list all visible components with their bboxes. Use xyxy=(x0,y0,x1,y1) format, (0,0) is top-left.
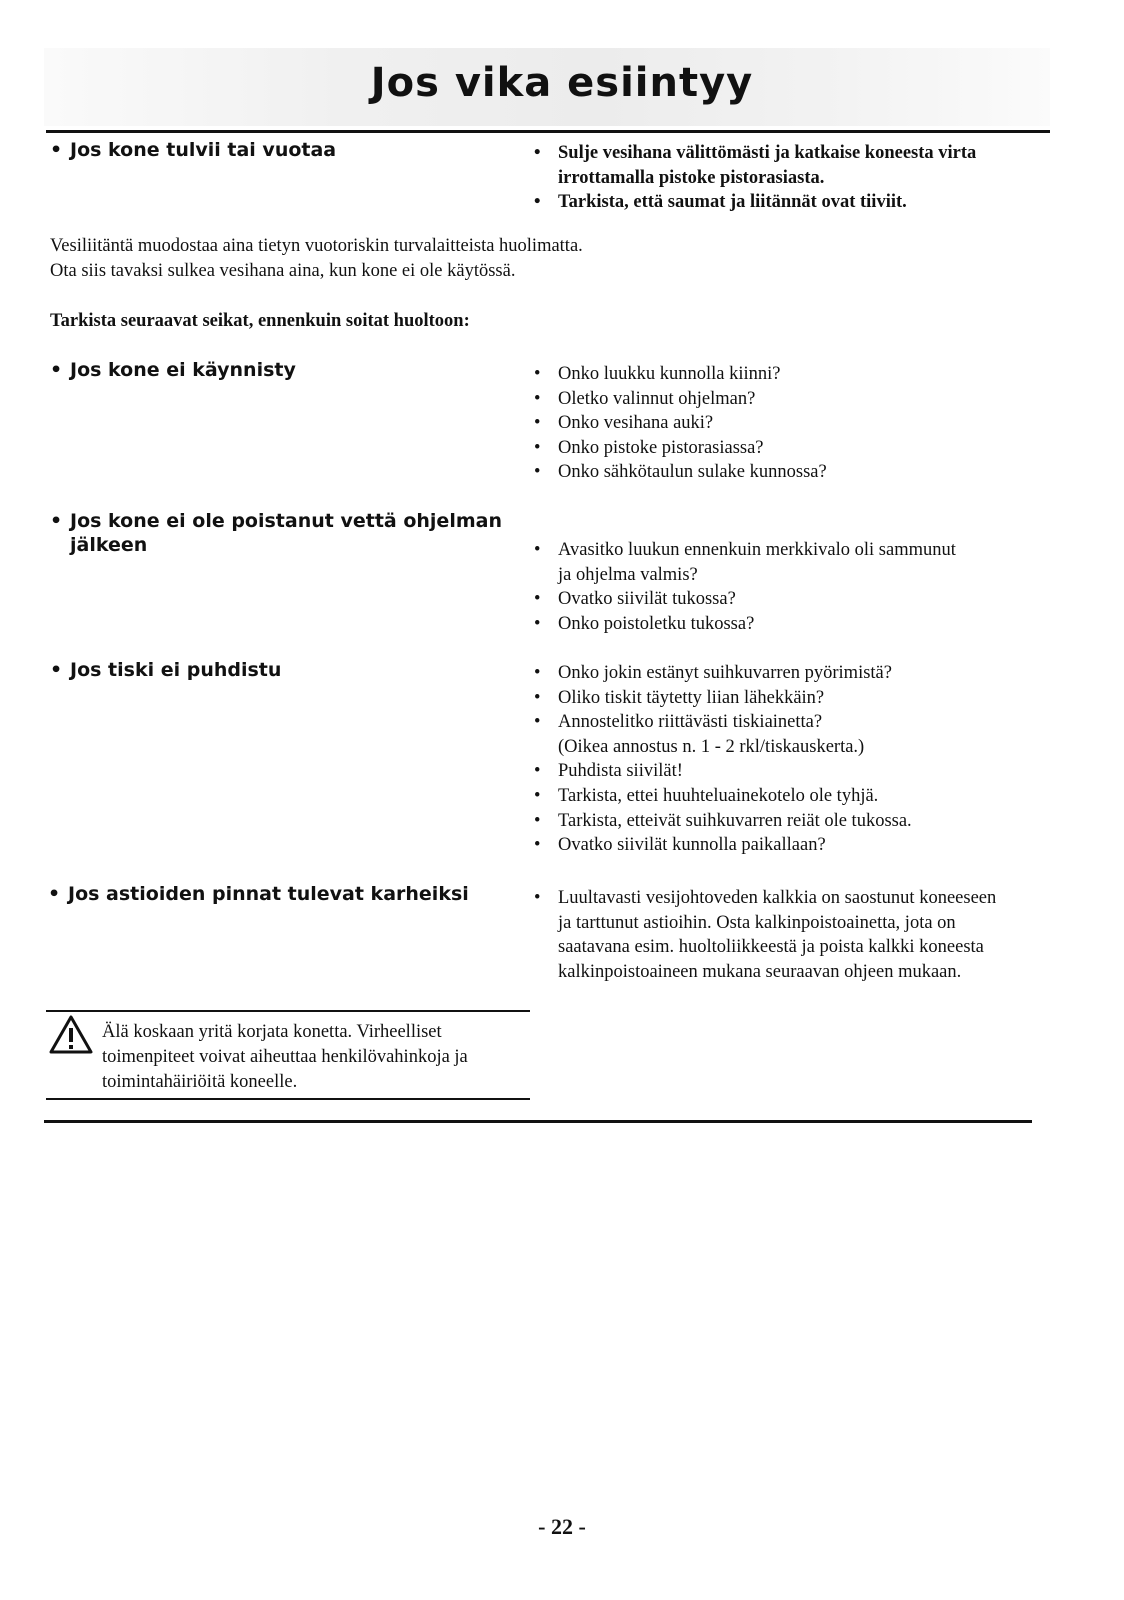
list-item: • Annostelitko riittävästi tiskiainetta? xyxy=(534,712,823,733)
list-item: • Onko jokin estänyt suihkuvarren pyörimistä? xyxy=(534,663,892,683)
info-line: Vesiliitäntä muodostaa aina tietyn vuotoriskin turvalaitteista huolimatta. xyxy=(50,236,583,256)
section-heading-no-start xyxy=(50,358,296,382)
bottom-rule xyxy=(44,1120,1032,1123)
top-rule xyxy=(46,130,1050,133)
warning-top-rule xyxy=(46,1010,530,1012)
section-heading-no-drain xyxy=(50,509,502,557)
list-item: • Tarkista, etteivät suihkuvarren reiät ole tukossa. xyxy=(534,810,912,831)
list-item: • Tarkista, että saumat ja liitännät ovat tiiviit. xyxy=(534,192,907,213)
list-item: ja tarttunut astioihin. Osta kalkinpoistoainetta, jota on xyxy=(558,912,956,933)
info-paragraph xyxy=(50,234,850,283)
list-item: irrottamalla pistoke pistorasiasta. xyxy=(558,167,825,188)
heading-text: Jos kone ei käynnisty xyxy=(70,359,296,381)
rough-advice xyxy=(534,886,1048,984)
list-item: kalkinpoistoaineen mukana seuraavan ohjeen mukaan. xyxy=(558,961,962,982)
heading-text: Jos tiski ei puhdistu xyxy=(70,659,282,681)
warning-bottom-rule xyxy=(46,1098,530,1100)
bullet: • xyxy=(50,359,63,381)
heading-text: jälkeen xyxy=(70,534,148,556)
section-heading-leak xyxy=(50,138,337,162)
list-item: • Onko vesihana auki? xyxy=(534,413,714,434)
bullet: • xyxy=(50,510,63,532)
warning-line: toimenpiteet voivat aiheuttaa henkilövahinkoja ja xyxy=(102,1047,468,1067)
warning-triangle-icon xyxy=(48,1014,94,1056)
list-item: • Oletko valinnut ohjelman? xyxy=(534,388,756,409)
warning-text xyxy=(102,1020,522,1095)
list-item: • Onko pistoke pistorasiassa? xyxy=(534,437,764,458)
leak-instructions xyxy=(534,141,1028,215)
bullet: • xyxy=(48,883,61,905)
info-line: Ota siis tavaksi sulkea vesihana aina, kun kone ei ole käytössä. xyxy=(50,260,516,281)
list-item: • Avasitko luukun ennenkuin merkkivalo oli sammunut xyxy=(534,540,956,560)
list-item: • Sulje vesihana välittömästi ja katkaise koneesta virta xyxy=(534,143,977,163)
list-item: • Onko poistoletku tukossa? xyxy=(534,613,755,634)
heading-text: Jos astioiden pinnat tulevat karheiksi xyxy=(68,883,469,905)
warning-line: Älä koskaan yritä korjata konetta. Virheelliset xyxy=(102,1022,442,1042)
bullet: • xyxy=(50,659,63,681)
list-item: • Onko luukku kunnolla kiinni? xyxy=(534,364,781,384)
list-item: (Oikea annostus n. 1 - 2 rkl/tiskauskerta.) xyxy=(558,736,865,757)
page-title: Jos vika esiintyy xyxy=(370,60,754,106)
no-start-checklist xyxy=(534,362,1028,485)
heading-text: Jos kone ei ole poistanut vettä ohjelman xyxy=(70,510,502,532)
section-heading-not-clean xyxy=(50,658,282,682)
list-item: • Ovatko siivilät tukossa? xyxy=(534,589,736,610)
warning-line: toimintahäiriöitä koneelle. xyxy=(102,1072,298,1092)
list-item: • Tarkista, ettei huuhteluainekotelo ole tyhjä. xyxy=(534,785,879,806)
list-item: • Onko sähkötaulun sulake kunnossa? xyxy=(534,462,827,483)
list-item: ja ohjelma valmis? xyxy=(558,564,698,585)
section-heading-rough xyxy=(48,882,469,906)
list-item: • Puhdista siivilät! xyxy=(534,761,683,782)
heading-text: Jos kone tulvii tai vuotaa xyxy=(70,139,337,161)
check-lead: Tarkista seuraavat seikat, ennenkuin soitat huoltoon: xyxy=(50,311,470,331)
no-drain-checklist xyxy=(534,538,1028,636)
page-number: - 22 - xyxy=(538,1514,586,1539)
list-item: • Luultavasti vesijohtoveden kalkkia on saostunut koneeseen xyxy=(534,888,997,908)
bullet: • xyxy=(50,139,63,161)
list-item: saatavana esim. huoltoliikkeestä ja poista kalkki koneesta xyxy=(558,937,984,958)
not-clean-checklist xyxy=(534,661,1028,858)
list-item: • Oliko tiskit täytetty liian lähekkäin? xyxy=(534,687,825,708)
list-item: • Ovatko siivilät kunnolla paikallaan? xyxy=(534,835,826,856)
